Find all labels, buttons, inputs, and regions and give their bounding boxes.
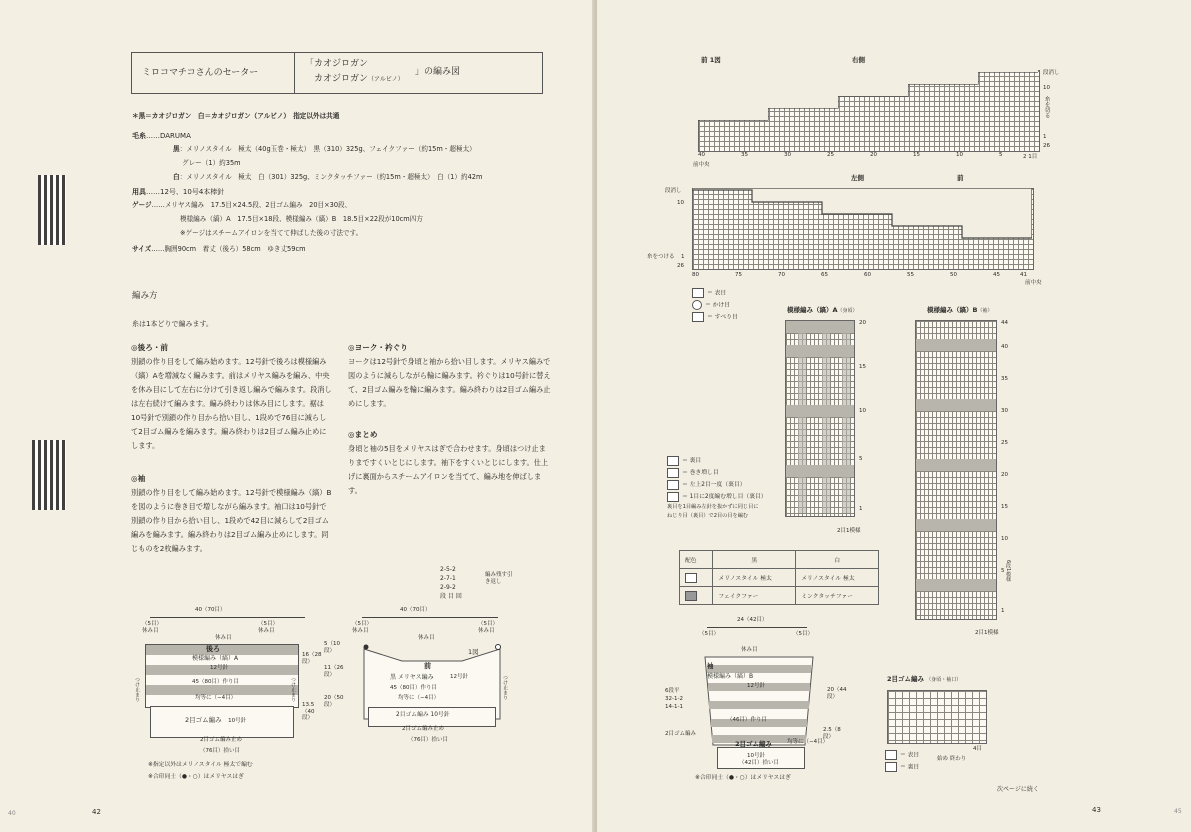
front-chart-right-steps	[698, 70, 1038, 150]
color-note: ＊黒＝カオジロガン 白＝カオジロガン（アルビノ） 指定以外は共通	[132, 112, 340, 120]
left-label-1: 1	[681, 254, 685, 260]
sleeve-h1: 20（44段）	[827, 687, 847, 700]
rib-x-label: 4目	[973, 746, 982, 752]
back-diagram	[134, 607, 330, 777]
title-pattern-end: 」の編み図	[415, 67, 461, 77]
right-label-dankeshi: 段消し	[1043, 70, 1060, 76]
outer-page-number-right: 45	[1174, 808, 1182, 815]
sleeve-width: 24（42目）	[737, 617, 768, 623]
title-pattern-line1: 「カオジロガン	[305, 59, 369, 69]
front-needle: 12号針	[450, 674, 468, 680]
front-rib: 2目ゴム編み 10号針	[396, 712, 450, 718]
front-label: 前	[424, 662, 431, 670]
section-finish: ◎まとめ 身頃と袖の5目をメリヤスはぎで合わせます。身頃はつけ止まりまですくいとじにします。袖下をすくいとじにします。仕上げに裏面からスチームアイロンを当てて、編み地を伸ばします。	[348, 430, 549, 495]
front-dec: 均等に（−4目）	[398, 695, 440, 701]
left-label-dankeshi: 段消し	[665, 188, 682, 194]
sleeve-note: ※合印同士（●・○）はメリヤスはぎ	[695, 775, 791, 781]
back-rest-mid: 休み目	[215, 635, 232, 641]
yarn-over-icon	[692, 300, 702, 310]
sleeve-rib: 2目ゴム編み	[735, 740, 773, 748]
knit-swatch-decoration-top	[38, 175, 66, 245]
right-page: 前 1図 右側 段消し 10 糸を切る 1 26 40 35 30 25 20 15 10 5 2 1目 前中央 左側 前 段消し 10 糸をつける 1 26 80 75 70 65 60 55 50 45 41 前中央 ＝ 表目 ＝ かけ目 ＝ すべり目 模様編み（縞）A（身頃） 20 15 10 5 1 2目1模様 模様編み（縞）B（袖） 44 40 35 30 25 20 15 10 5 1 6段1模様 2目1模様 ＝ 裏目 ＝ 巻き増し目 ＝ 左上2目一度（裏目） ＝ 1目に2度編む増し目（裏目） 裏目を1目編み左針を抜かずに同じ目に ねじり目（裏目）で2目の目を編む 配色 黒 白 メリノスタイル 極太 メリノスタイル 極太 フェイクファー ミンクタッチファー 24（42目） （5目） （5目） 休み目 袖 模様編み（縞）B 12号針 （46目）作り目 6段平 32-1-2 14-1-1 均等に（−4目） 2目ゴム編み 2目ゴム編み 10号針 （42目）拾い目 20（44段） 2.5（8段） ※合印同士（●・○）はメリヤスはぎ 2目ゴム編み （身頃・袖口） 4目 始め 終わり ＝ 表目 ＝ 裏目 次ページに続く 43 45	[597, 0, 1191, 832]
pattern-b-chart	[915, 320, 997, 620]
back-h1: 16（28段）	[302, 652, 322, 665]
sleeve-label: 袖	[707, 662, 714, 670]
steps-note: 編み残す引き返し	[485, 572, 513, 585]
back-width: 40（70目）	[195, 607, 226, 613]
back-side-right: つけ止まり	[290, 677, 296, 702]
sleeve-needle: 12号針	[747, 683, 765, 689]
color-table: 配色 黒 白 メリノスタイル 極太 メリノスタイル 極太 フェイクファー ミンクタッチファー	[679, 550, 879, 605]
sleeve-pattern: 模様編み（縞）B	[707, 673, 754, 680]
right-label-26: 26	[1043, 143, 1050, 149]
front-rest-right: （5目）休み目	[478, 621, 498, 634]
color-swatch-plain-icon	[685, 573, 697, 583]
color-swatch-fur-icon	[685, 591, 697, 601]
legend-knit: ＝ 表目	[692, 288, 726, 298]
sleeve-rest-left: （5目）	[699, 631, 719, 637]
rib-knit-icon	[885, 750, 897, 760]
center-label-bottom: 前中央	[1025, 280, 1042, 286]
sleeve-cast: （46目）作り目	[727, 717, 767, 723]
rib-title: 2目ゴム編み （身頃・袖口）	[887, 675, 962, 683]
sleeve-shape	[701, 653, 821, 753]
left-page	[0, 0, 594, 832]
gauge-row1: ゲージ……メリヤス編み 17.5目×24.5段、2目ゴム編み 20目×30段、	[132, 201, 352, 209]
rib-purl-icon	[885, 762, 897, 772]
front-width: 40（70目）	[400, 607, 431, 613]
back-cast: 45（80目）作り目	[192, 679, 239, 685]
front-h3: 20（50段）	[324, 695, 344, 708]
back-rest-right: （5目）休み目	[258, 621, 278, 634]
center-label-top: 前中央	[693, 162, 710, 168]
legend-yo: ＝ かけ目	[692, 300, 730, 310]
howto-heading: 編み方	[132, 291, 158, 301]
yarn-black-row2: グレー（1）約35m	[182, 159, 241, 167]
back-pattern: 模様編み（縞）A	[192, 655, 239, 662]
right-label-1: 1	[1043, 134, 1047, 140]
front-rest-left: （5目）休み目	[352, 621, 372, 634]
front-side: つけ止まり	[502, 675, 508, 700]
sleeve-diagram	[637, 615, 857, 795]
front-rest: 休み目	[418, 635, 435, 641]
front-h2: 11（26段）	[324, 665, 344, 678]
pattern-a-chart	[785, 320, 855, 517]
stitch-legend: ＝ 裏目 ＝ 巻き増し目 ＝ 左上2目一度（裏目） ＝ 1目に2度編む増し目（裏目） 裏目を1目編み左針を抜かずに同じ目に ねじり目（裏目）で2目の目を編む	[667, 455, 767, 521]
pattern-b-title: 模様編み（縞）B（袖）	[927, 306, 993, 314]
sleeve-h2: 2.5（8段）	[823, 727, 841, 740]
back-pick: （76目）拾い目	[200, 748, 240, 754]
knit-swatch-decoration-bottom	[32, 440, 66, 510]
back-h2: 13.5（40段）	[302, 702, 315, 722]
gauge-row3: ※ゲージはスチームアイロンを当てて伸ばした後の寸法です。	[180, 229, 363, 237]
front-cast: 45（80目）作り目	[390, 685, 437, 691]
right-label-cut: 糸を切る	[1043, 96, 1050, 118]
slip-stitch-icon	[692, 312, 704, 322]
sleeve-rib-needle: 10号針	[747, 753, 765, 759]
title-pattern-line2: カオジロガン（アルビノ）	[314, 74, 404, 84]
front-width-line	[362, 617, 498, 618]
rib-note: 始め 終わり	[937, 756, 967, 762]
title-sweater: ミロコマチコさんのセーター	[142, 68, 259, 78]
right-side-label: 右側	[852, 56, 865, 64]
rib-legend-knit: ＝ 表目	[885, 750, 919, 760]
yarn-white-row: 白：メリノスタイル 極太 白（301）325g、ミンクタッチファー（約15m・超極太） 白（1）約42m	[173, 173, 483, 181]
purl-icon	[667, 456, 679, 466]
back-dec: 均等に（−4目）	[195, 695, 237, 701]
pattern-b-side: 6段1模様	[1005, 560, 1011, 582]
left-label-26: 26	[677, 263, 684, 269]
title-box	[131, 52, 543, 94]
section-sleeve: ◎袖 別鎖の作り目をして編み始めます。12号針で模様編み（縞）Bを図のように巻き目で増しながら編みます。袖口は10号針で別鎖の作り目から拾い目し、1段めで42目に減らして2目ゴム編みを編みます。編み終わりは2目ゴム編み止めにします。同じものを2枚編みます。	[131, 474, 332, 553]
front-h1: 5（10段）	[324, 641, 340, 654]
sleeve-inc: 6段平 32-1-2 14-1-1	[665, 688, 683, 710]
front-pattern: 黒 メリヤス編み	[390, 674, 434, 681]
front-chart-left-steps	[692, 188, 1032, 268]
pattern-b-repeat: 2目1模様	[975, 630, 999, 636]
rib-legend-purl: ＝ 裏目	[885, 762, 919, 772]
tools-row: 用具……12号、10号4本棒針	[132, 188, 225, 196]
short-row-steps: 2-5-2 2-7-1 2-9-2 段 目 回	[440, 566, 462, 600]
back-needle: 12号針	[210, 665, 228, 671]
back-side-left: つけ止まり	[134, 677, 140, 702]
front-chart-title: 前 1図	[701, 56, 721, 64]
back-rib-end: 2目ゴム編み止め	[200, 737, 242, 743]
left-side-label: 左側	[851, 174, 864, 182]
back-rib: 2目ゴム編み 10号針	[185, 716, 247, 724]
size-row: サイズ……胸囲90cm 着丈（後ろ）58cm ゆき丈59cm	[132, 245, 306, 253]
intro-text: 糸は1本どりで編みます。	[132, 320, 213, 328]
section-body-front-back: ◎後ろ・前 別鎖の作り目をして編み始めます。12号針で後ろは模様編み（縞）Aを増減なく編みます。前はメリヤス編みを編み、中央を休み目にして左右に分けて引き返し編みで編みます。段消しは左右続けて編みます。編み終わりは休み目にします。裾は10号針で別鎖の作り目から拾い目し、1段めで76目に減らして2目ゴム編みを編みます。編み終わりは2目ゴム編み止めにします。	[131, 343, 332, 450]
left-label-attach: 糸をつける	[647, 254, 675, 260]
k2tog-icon	[667, 480, 679, 490]
knit-symbol-icon	[692, 288, 704, 298]
note-joining: ※合印同士（●・○）はメリヤスはぎ	[148, 774, 244, 780]
front-label2: 1図	[468, 648, 479, 656]
sleeve-dec: 均等に（−4目）	[787, 739, 829, 745]
sleeve-pick: （42目）拾い目	[739, 760, 779, 766]
note-yarn: ※指定以外はメリノスタイル 極太で編む	[148, 762, 253, 768]
pattern-a-repeat: 2目1模様	[837, 528, 861, 534]
sleeve-rest: 休み目	[741, 647, 758, 653]
page-number-left: 42	[92, 808, 101, 816]
sleeve-rest-right: （5目）	[793, 631, 813, 637]
left-label-10: 10	[677, 200, 684, 206]
right-label-10: 10	[1043, 85, 1050, 91]
gauge-row2: 模様編み（縞）A 17.5目×18段、模様編み（縞）B 18.5目×22段が10cm四方	[180, 215, 423, 223]
yarn-black-row: 黒：メリノスタイル 極太（40g玉巻・極太） 黒（310）325g、フェイクファー（約15m・超極太）	[173, 145, 476, 153]
front-diagram	[324, 607, 550, 777]
front-rib-end: 2目ゴム編み止め	[402, 726, 444, 732]
page-number-right: 43	[1092, 806, 1101, 814]
yarn-row: 毛糸……DARUMA	[132, 132, 191, 140]
pattern-a-title: 模様編み（縞）A（身頃）	[787, 306, 858, 314]
front-label-left: 前	[957, 174, 964, 182]
outer-page-number-left: 40	[8, 810, 16, 817]
back-width-line	[150, 617, 305, 618]
section-yoke: ◎ヨーク・衿ぐり ヨークは12号針で身頃と袖から拾い目します。メリヤス編みで図のように減らしながら輪に編みます。衿ぐりは10号針に替えて、2目ゴム編みを輪に編みます。編み終わりは2目ゴム編み止めにします。	[348, 343, 551, 408]
sleeve-width-line	[707, 627, 807, 628]
back-label: 後ろ	[206, 645, 220, 653]
front-pick: （76目）拾い目	[408, 737, 448, 743]
back-rest-left: （5目）休み目	[142, 621, 162, 634]
wrap-cast-icon	[667, 468, 679, 478]
rib-chart	[887, 690, 987, 744]
increase-icon	[667, 492, 679, 502]
legend-slip: ＝ すべり目	[692, 312, 738, 322]
continue-note: 次ページに続く	[997, 786, 1039, 793]
sleeve-rib-label-left: 2目ゴム編み	[665, 731, 696, 737]
